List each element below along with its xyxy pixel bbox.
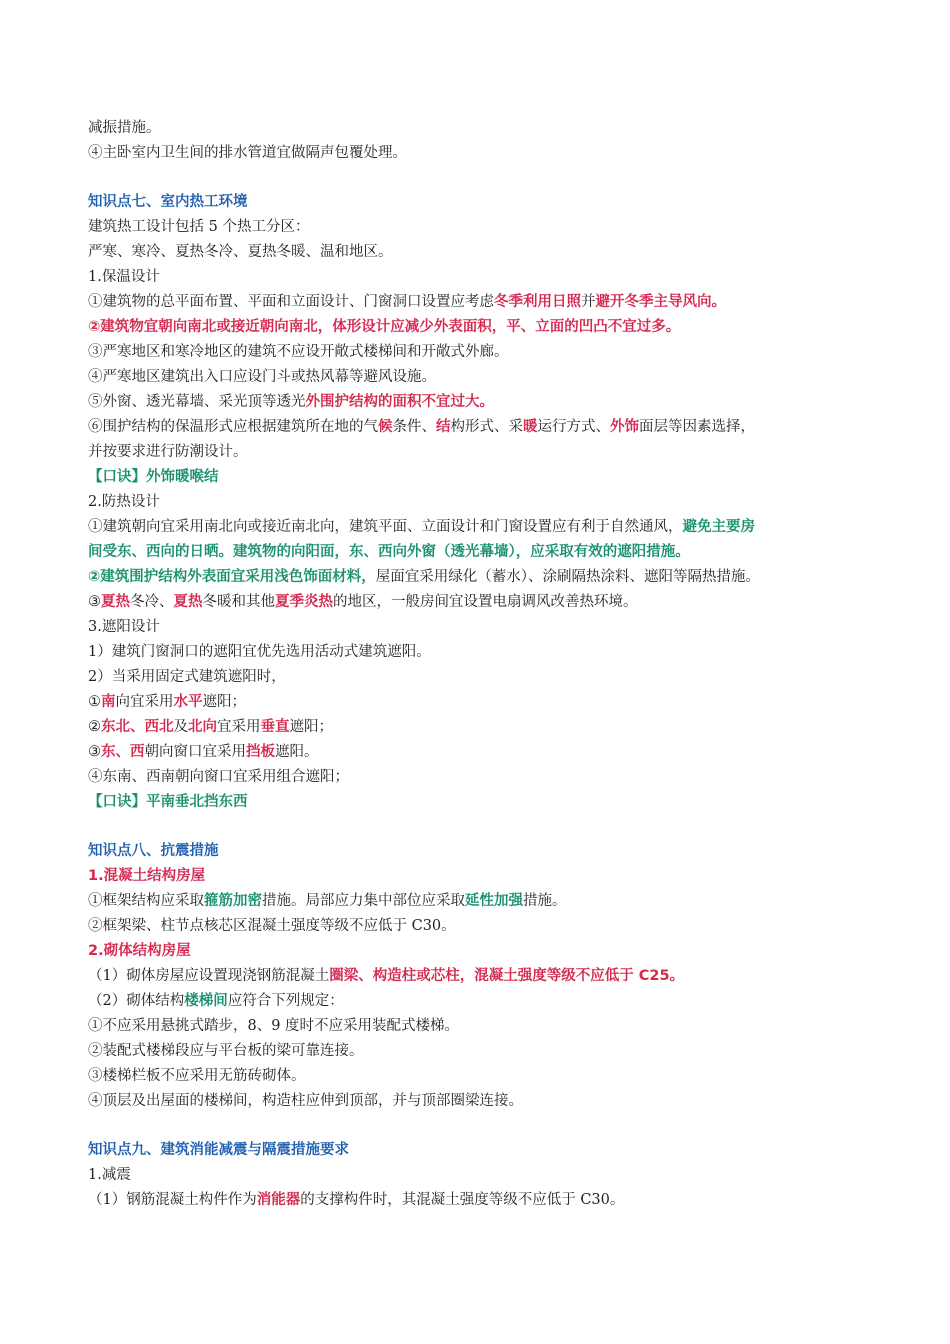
text-line	[88, 590, 868, 615]
text-line	[88, 665, 868, 690]
highlight-text: 知识点八、抗震措施	[88, 843, 219, 859]
text-segment: 措施。局部应力集中部位应采取	[262, 893, 465, 909]
highlight-text: ②建筑围护结构外表面宜采用浅色饰面材料，	[88, 569, 376, 585]
text-segment: 1.保温设计	[88, 269, 160, 285]
highlight-text: 消能器	[256, 1192, 301, 1208]
text-line	[88, 565, 868, 590]
text-segment: （1）砌体房屋应设置现浇钢筋混凝土	[88, 968, 330, 984]
text-line	[88, 465, 868, 490]
text-line	[88, 740, 868, 765]
text-segment: 严寒、寒冷、夏热冬冷、夏热冬暖、温和地区。	[88, 244, 393, 260]
text-segment: 的地区，一般房间宜设置电扇调风改善热环境。	[333, 594, 638, 610]
text-line	[88, 615, 868, 640]
text-segment: 屋面宜采用绿化（蓄水）、涂刷隔热涂料、遮阳等隔热措施。	[375, 569, 761, 585]
text-line	[88, 1163, 868, 1188]
text-line	[88, 889, 868, 914]
text-segment: 冬暖和其他	[202, 594, 275, 610]
highlight-text: 挡板	[246, 744, 275, 760]
text-segment: 建筑热工设计包括 5 个热工分区：	[88, 219, 310, 235]
highlight-text: 箍筋加密	[204, 893, 262, 909]
text-segment: ③	[88, 594, 101, 610]
text-line	[88, 1188, 868, 1213]
text-line	[88, 640, 868, 665]
text-line	[88, 315, 868, 340]
highlight-text: 东北、西北	[101, 719, 174, 735]
text-segment: 应符合下列规定：	[227, 993, 344, 1009]
highlight-text: 2.砌体结构房屋	[88, 943, 191, 959]
text-line	[88, 989, 868, 1014]
text-segment: ④主卧室内卫生间的排水管道宜做隔声包覆处理。	[88, 145, 407, 161]
text-segment: （2）砌体结构	[88, 993, 185, 1009]
text-segment: 遮阳。	[275, 744, 319, 760]
text-line	[88, 490, 868, 515]
text-segment: ②	[88, 719, 101, 735]
highlight-text: 冬季利用日照	[494, 294, 581, 310]
section-heading	[88, 839, 868, 864]
text-segment: 遮阳；	[202, 694, 246, 710]
text-segment: （1）钢筋混凝土构件作为	[88, 1192, 257, 1208]
highlight-text: 夏季炎热	[275, 594, 333, 610]
text-segment: 朝向窗口宜采用	[144, 744, 246, 760]
text-line	[88, 116, 868, 141]
text-segment: 措施。	[523, 893, 567, 909]
text-line	[88, 415, 868, 440]
highlight-text: 知识点七、室内热工环境	[88, 194, 248, 210]
text-line	[88, 540, 868, 565]
highlight-text: 夏热	[101, 594, 130, 610]
highlight-text: 【口诀】外饰暖喉结	[88, 469, 219, 485]
text-line	[88, 215, 868, 240]
text-line	[88, 790, 868, 815]
text-line	[88, 141, 868, 166]
highlight-text: 外围护结构的面积不宜过大。	[305, 394, 494, 410]
highlight-text: 圈梁、构造柱或芯柱，混凝土强度等级不应低于 C25。	[329, 968, 685, 984]
highlight-text: 南	[101, 694, 116, 710]
paragraph-gap	[88, 815, 868, 839]
text-segment: 的支撑构件时，其混凝土强度等级不应低于 C30。	[300, 1192, 625, 1208]
text-line	[88, 690, 868, 715]
text-line	[88, 290, 868, 315]
text-line	[88, 240, 868, 265]
paragraph-gap	[88, 1114, 868, 1138]
text-segment: ①不应采用悬挑式踏步，8、9 度时不应采用装配式楼梯。	[88, 1018, 460, 1034]
text-line	[88, 964, 868, 989]
highlight-text: 外饰	[610, 419, 639, 435]
text-segment: ①建筑物的总平面布置、平面和立面设计、门窗洞口设置应考虑	[88, 294, 494, 310]
highlight-text: ②建筑物宜	[88, 319, 159, 335]
highlight-text: 朝向南北或接近朝向南北，体形设计应减少外表面积，平、立面的凹凸不宜过多。	[158, 319, 681, 335]
section-heading	[88, 190, 868, 215]
highlight-text: 避免主要房	[682, 519, 755, 535]
text-segment: ①	[88, 694, 101, 710]
highlight-text: 结	[436, 419, 451, 435]
text-segment: 冬冷、	[130, 594, 174, 610]
text-segment: 遮阳；	[289, 719, 333, 735]
text-segment: 运行方式、	[537, 419, 610, 435]
text-segment: 向宜采用	[115, 694, 174, 710]
text-line	[88, 515, 868, 540]
text-segment: ④东南、西南朝向窗口宜采用组合遮阳；	[88, 769, 349, 785]
text-segment: ①建筑朝向宜采用南北向或接近南北向，建筑平面、立面设计和门窗设置应有利于自然通风，	[88, 519, 683, 535]
text-segment: ①框架结构应采取	[88, 893, 204, 909]
highlight-text: 北向	[188, 719, 217, 735]
text-line	[88, 939, 868, 964]
highlight-text: 知识点九、建筑消能减震与隔震措施要求	[88, 1142, 349, 1158]
text-segment: 构形式、采	[450, 419, 523, 435]
text-segment: 1）建筑门窗洞口的遮阳宜优先选用活动式建筑遮阳。	[88, 644, 431, 660]
highlight-text: 夏热	[173, 594, 203, 610]
text-line	[88, 1089, 868, 1114]
highlight-text: 1.混凝土结构房屋	[88, 868, 206, 884]
highlight-text: 延性加强	[465, 893, 523, 909]
text-segment: 并	[581, 294, 596, 310]
text-segment: 面层等因素选择，	[639, 419, 755, 435]
text-segment: ③	[88, 744, 101, 760]
text-segment: 并按要求进行防潮设计。	[88, 444, 248, 460]
text-segment: 减振措施。	[88, 120, 161, 136]
paragraph-gap	[88, 166, 868, 190]
text-segment: 2）当采用固定式建筑遮阳时，	[88, 669, 286, 685]
text-segment: 3.遮阳设计	[88, 619, 160, 635]
text-line	[88, 715, 868, 740]
text-segment: ③楼梯栏板不应采用无筋砖砌体。	[88, 1068, 306, 1084]
highlight-text: 暖	[523, 419, 538, 435]
text-line	[88, 1064, 868, 1089]
highlight-text: 楼梯间	[184, 993, 228, 1009]
text-segment: ④严寒地区建筑出入口应设门斗或热风幕等避风设施。	[88, 369, 436, 385]
text-segment: ②装配式楼梯段应与平台板的梁可靠连接。	[88, 1043, 364, 1059]
text-segment: 2.防热设计	[88, 494, 160, 510]
text-line	[88, 1039, 868, 1064]
text-line	[88, 440, 868, 465]
highlight-text: 垂直	[260, 719, 290, 735]
text-segment: 1.减震	[88, 1167, 131, 1183]
highlight-text: 【口诀】平南垂北挡东西	[88, 794, 248, 810]
highlight-text: 候	[378, 419, 393, 435]
highlight-text: 避开冬季主导风向。	[595, 294, 726, 310]
text-line	[88, 265, 868, 290]
text-segment: 宜采用	[217, 719, 261, 735]
text-segment: ②框架梁、柱节点核芯区混凝土强度等级不应低于 C30。	[88, 918, 456, 934]
text-segment: ⑤外窗、透光幕墙、采光顶等透光	[88, 394, 306, 410]
text-segment: ④顶层及出屋面的楼梯间，构造柱应伸到顶部，并与顶部圈梁连接。	[88, 1093, 523, 1109]
document-body	[88, 116, 868, 1213]
text-line	[88, 765, 868, 790]
text-line	[88, 365, 868, 390]
text-line	[88, 914, 868, 939]
text-segment: 条件、	[392, 419, 436, 435]
highlight-text: 间受东、西向的日晒。建筑物的向阳面，东、西向外窗（透光幕墙），应采取有效的遮阳措施。	[88, 544, 690, 560]
text-line	[88, 1014, 868, 1039]
highlight-text: 水平	[173, 694, 203, 710]
section-heading	[88, 1138, 868, 1163]
text-segment: ③严寒地区和寒冷地区的建筑不应设开敞式楼梯间和开敞式外廊。	[88, 344, 509, 360]
text-segment: 及	[173, 719, 188, 735]
text-segment: ⑥围护结构的保温形式应根据建筑所在地的气	[88, 419, 378, 435]
highlight-text: 东、西	[101, 744, 145, 760]
text-line	[88, 390, 868, 415]
text-line	[88, 340, 868, 365]
text-line	[88, 864, 868, 889]
